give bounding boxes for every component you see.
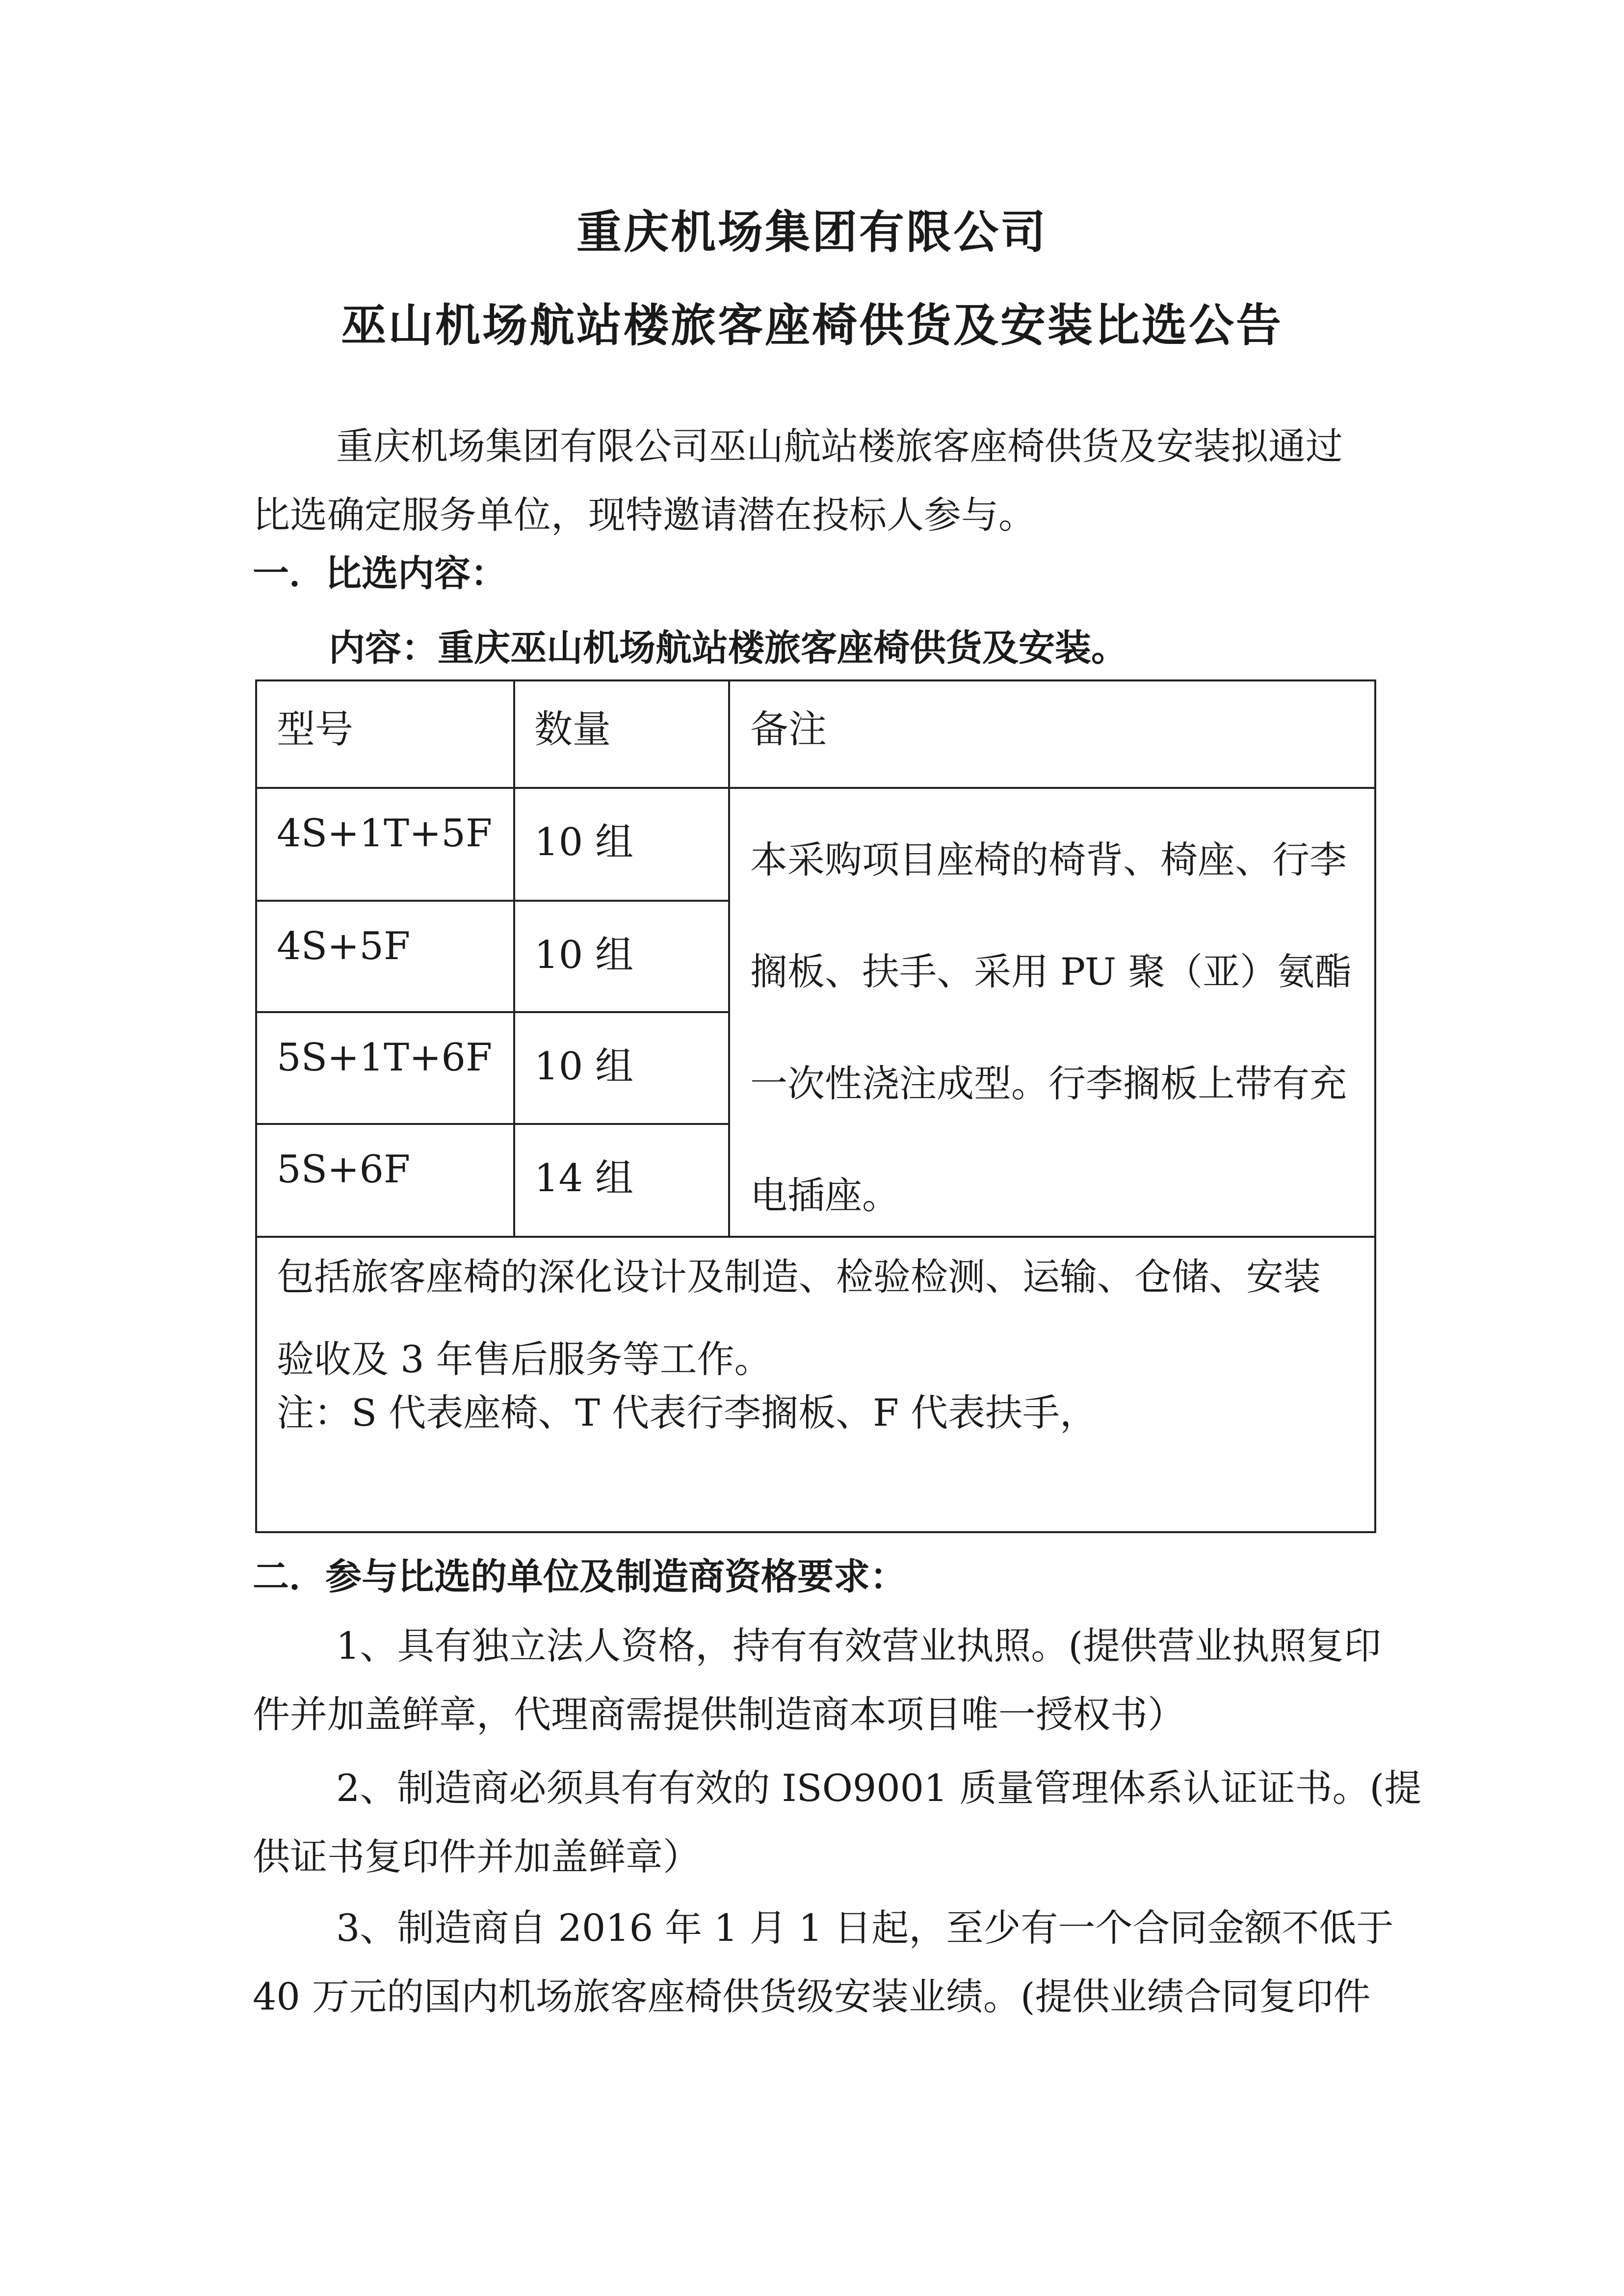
table-row-3-model: 5S+1T+6F (277, 1036, 493, 1080)
requirement-3-line1: 3、制造商自 2016 年 1 月 1 日起，至少有一个合同金额不低于 (336, 1906, 1394, 1950)
requirement-1-line2: 件并加盖鲜章，代理商需提供制造商本项目唯一授权书） (253, 1693, 1185, 1736)
table-header-remark: 备注 (750, 707, 827, 752)
table-header-model: 型号 (277, 707, 354, 752)
table-row-divider-2 (257, 1011, 728, 1013)
table-col-divider-2 (728, 681, 730, 1236)
document-title-line1: 重庆机场集团有限公司 (576, 206, 1048, 259)
requirement-2-line2: 供证书复印件并加盖鲜章） (253, 1835, 700, 1879)
requirement-3 (253, 1894, 1394, 2031)
table-row-1-qty: 10 组 (534, 820, 634, 864)
table-row-4-qty: 14 组 (534, 1156, 634, 1200)
requirement-3-line2: 40 万元的国内机场旅客座椅供货级安装业绩。(提供业绩合同复印件 (253, 1975, 1371, 2018)
table-row-3-qty: 10 组 (534, 1044, 634, 1089)
intro-line1: 重庆机场集团有限公司巫山航站楼旅客座椅供货及安装拟通过 (336, 424, 1343, 468)
requirement-2 (253, 1754, 1422, 1891)
requirement-1-line1: 1、具有独立法人资格，持有有效营业执照。(提供营业执照复印 (336, 1624, 1382, 1668)
section1-heading: 一．比选内容： (253, 552, 507, 595)
table-header-divider (257, 787, 1376, 789)
table-remark-text: 本采购项目座椅的椅背、椅座、行李搁板、扶手、采用 PU 聚（亚）氨酯一次性浇注成型。行李搁板上带有充电插座。 (750, 838, 1352, 1217)
table-row-divider-3 (257, 1123, 728, 1125)
intro-paragraph (253, 412, 1381, 549)
seat-spec-table (255, 679, 1376, 1533)
requirement-1 (253, 1612, 1381, 1749)
table-row-4-model: 5S+6F (277, 1148, 411, 1192)
table-row-1-model: 4S+1T+5F (277, 811, 493, 856)
content-line: 内容：重庆巫山机场航站楼旅客座椅供货及安装。 (329, 627, 1127, 669)
table-note-text: 注：S 代表座椅、T 代表行李搁板、F 代表扶手， (277, 1391, 1097, 1435)
document-title-line2: 巫山机场航站楼旅客座椅供货及安装比选公告 (341, 299, 1283, 352)
intro-line2: 比选确定服务单位，现特邀请潜在投标人参与。 (253, 493, 1036, 537)
table-header-qty: 数量 (534, 707, 611, 752)
section2-heading: 二．参与比选的单位及制造商资格要求： (253, 1556, 906, 1598)
table-row-2-model: 4S+5F (277, 924, 411, 968)
requirement-2-line1: 2、制造商必须具有有效的 ISO9001 质量管理体系认证证书。(提 (336, 1766, 1422, 1810)
table-row-2-qty: 10 组 (534, 933, 634, 977)
table-col-divider-1 (513, 681, 515, 1236)
table-scope-text: 包括旅客座椅的深化设计及制造、检验检测、运输、仓储、安装验收及 3 年售后服务等工作。 (277, 1255, 1321, 1381)
table-row-divider-1 (257, 900, 728, 902)
